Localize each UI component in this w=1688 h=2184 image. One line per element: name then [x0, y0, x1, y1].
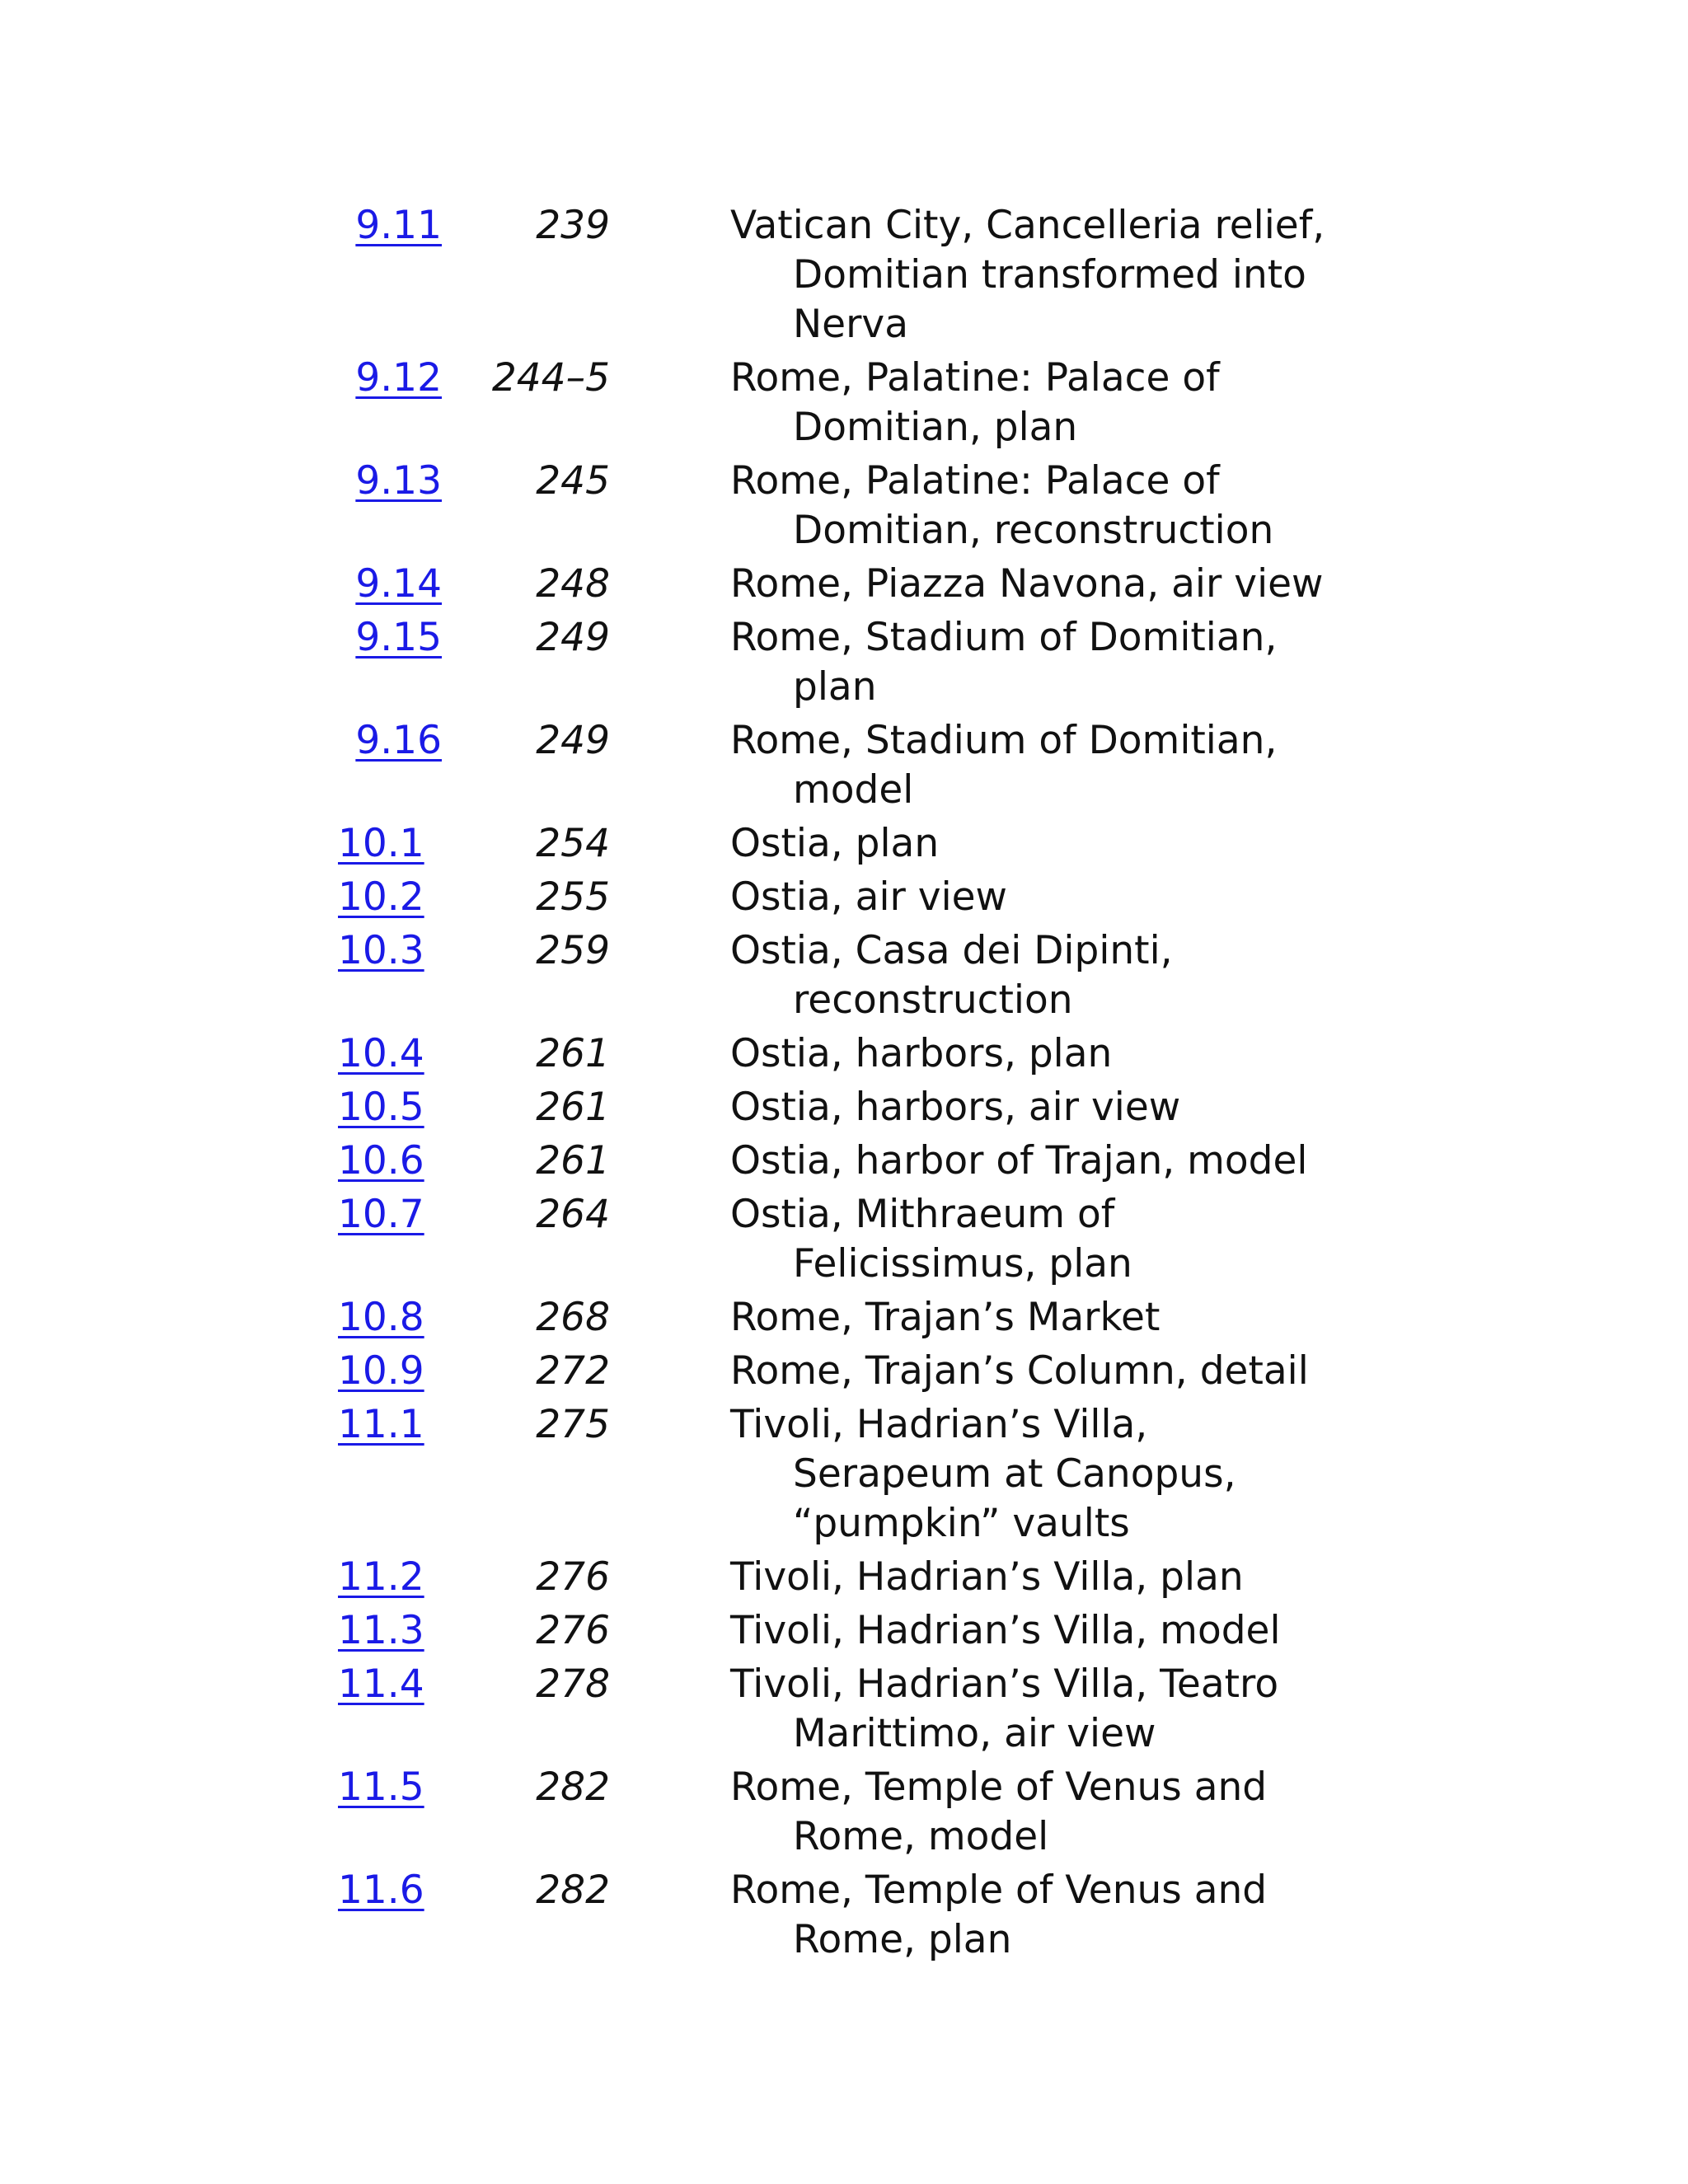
- description-line: Rome, Temple of Venus and: [730, 1765, 1268, 1810]
- page-number: 255: [536, 874, 610, 920]
- figure-entry: [0, 354, 1688, 457]
- figure-description: [730, 1660, 1502, 1759]
- figure-number-link[interactable]: 9.15: [355, 615, 442, 660]
- description-line: Tivoli, Hadrian’s Villa, model: [730, 1608, 1281, 1653]
- page-number: 261: [536, 1138, 610, 1183]
- figure-number-link[interactable]: 10.9: [338, 1348, 424, 1394]
- description-line: Ostia, harbor of Trajan, model: [730, 1138, 1308, 1183]
- figure-entry: [0, 1400, 1688, 1553]
- description-line: Tivoli, Hadrian’s Villa,: [730, 1402, 1148, 1447]
- figure-description: [730, 873, 1502, 922]
- figure-description: [730, 1293, 1502, 1343]
- figure-number-link[interactable]: 10.6: [338, 1138, 424, 1183]
- figure-description: [730, 354, 1502, 452]
- page-number: 276: [536, 1554, 610, 1600]
- figure-number-link[interactable]: 11.6: [338, 1868, 424, 1913]
- figure-number-link[interactable]: 10.4: [338, 1031, 424, 1076]
- page-number: 249: [536, 615, 610, 660]
- page-number: 282: [536, 1868, 610, 1913]
- figure-entry: [0, 819, 1688, 873]
- page-number: 268: [536, 1295, 610, 1340]
- page-number: 245: [536, 458, 610, 504]
- description-line: Rome, Trajan’s Column, detail: [730, 1348, 1309, 1394]
- figure-description: [730, 1190, 1502, 1289]
- figure-description: [730, 613, 1502, 712]
- figure-entry: [0, 560, 1688, 613]
- figure-entry: [0, 926, 1688, 1029]
- figure-entry: [0, 1660, 1688, 1763]
- figure-number-link[interactable]: 11.2: [338, 1554, 424, 1600]
- figure-entry: [0, 873, 1688, 926]
- description-line: plan: [793, 664, 877, 710]
- figure-entry: [0, 201, 1688, 354]
- description-line: Rome, Trajan’s Market: [730, 1295, 1160, 1340]
- figure-description: [730, 926, 1502, 1025]
- description-line: Ostia, air view: [730, 874, 1007, 920]
- figure-description: [730, 1866, 1502, 1965]
- description-line: Serapeum at Canopus,: [793, 1451, 1236, 1497]
- description-line: Rome, plan: [793, 1917, 1012, 1962]
- description-line: model: [793, 767, 914, 813]
- figure-entry: [0, 1293, 1688, 1347]
- figure-description: [730, 1137, 1502, 1186]
- description-line: Tivoli, Hadrian’s Villa, plan: [730, 1554, 1244, 1600]
- page-number: 249: [536, 718, 610, 763]
- description-line: Rome, Palatine: Palace of: [730, 458, 1220, 504]
- description-line: Ostia, plan: [730, 821, 940, 866]
- description-line: Nerva: [793, 302, 909, 347]
- description-line: Marittimo, air view: [793, 1711, 1156, 1756]
- description-line: Domitian, plan: [793, 405, 1078, 450]
- figure-description: [730, 1347, 1502, 1396]
- page-number: 282: [536, 1765, 610, 1810]
- figure-entry: [0, 1029, 1688, 1083]
- figure-number-link[interactable]: 10.2: [338, 874, 424, 920]
- description-line: “pumpkin” vaults: [793, 1501, 1130, 1546]
- description-line: Ostia, Mithraeum of: [730, 1192, 1115, 1237]
- page-number: 244–5: [491, 355, 610, 401]
- description-line: Ostia, harbors, plan: [730, 1031, 1113, 1076]
- description-line: Felicissimus, plan: [793, 1241, 1132, 1286]
- figure-description: [730, 1400, 1502, 1549]
- figure-description: [730, 1763, 1502, 1862]
- page-number: 254: [536, 821, 610, 866]
- figure-description: [730, 457, 1502, 555]
- description-line: Rome, model: [793, 1814, 1049, 1859]
- page-number: 239: [536, 203, 610, 248]
- figure-entry: [0, 457, 1688, 560]
- figure-number-link[interactable]: 11.1: [338, 1402, 424, 1447]
- description-line: Ostia, harbors, air view: [730, 1085, 1181, 1130]
- figure-number-link[interactable]: 10.1: [338, 821, 424, 866]
- figure-entry: [0, 1553, 1688, 1606]
- figure-number-link[interactable]: 9.12: [355, 355, 442, 401]
- figure-list: [0, 201, 1688, 1969]
- figure-entry: [0, 716, 1688, 819]
- page-number: 264: [536, 1192, 610, 1237]
- description-line: Ostia, Casa dei Dipinti,: [730, 928, 1173, 973]
- description-line: Vatican City, Cancelleria relief,: [730, 203, 1325, 248]
- figure-entry: [0, 1190, 1688, 1293]
- figure-number-link[interactable]: 11.3: [338, 1608, 424, 1653]
- figure-description: [730, 1083, 1502, 1132]
- page-number: 276: [536, 1608, 610, 1653]
- page-number: 261: [536, 1031, 610, 1076]
- page-number: 272: [536, 1348, 610, 1394]
- figure-entry: [0, 613, 1688, 716]
- description-line: Rome, Stadium of Domitian,: [730, 615, 1278, 660]
- figure-entry: [0, 1347, 1688, 1400]
- figure-entry: [0, 1763, 1688, 1866]
- figure-number-link[interactable]: 9.14: [355, 561, 442, 607]
- page-number: 278: [536, 1661, 610, 1707]
- figure-number-link[interactable]: 10.8: [338, 1295, 424, 1340]
- description-line: Rome, Piazza Navona, air view: [730, 561, 1324, 607]
- figure-number-link[interactable]: 10.3: [338, 928, 424, 973]
- description-line: reconstruction: [793, 977, 1073, 1023]
- description-line: Rome, Palatine: Palace of: [730, 355, 1220, 401]
- figure-number-link[interactable]: 9.16: [355, 718, 442, 763]
- figure-description: [730, 1606, 1502, 1656]
- page-number: 261: [536, 1085, 610, 1130]
- figure-number-link[interactable]: 9.11: [355, 203, 442, 248]
- figure-description: [730, 1553, 1502, 1602]
- description-line: Rome, Temple of Venus and: [730, 1868, 1268, 1913]
- figure-description: [730, 819, 1502, 869]
- page-number: 275: [536, 1402, 610, 1447]
- figure-number-link[interactable]: 10.7: [338, 1192, 424, 1237]
- description-line: Domitian transformed into: [793, 252, 1306, 298]
- description-line: Rome, Stadium of Domitian,: [730, 718, 1278, 763]
- page-number: 259: [536, 928, 610, 973]
- figure-description: [730, 716, 1502, 815]
- page-number: 248: [536, 561, 610, 607]
- figure-number-link[interactable]: 10.5: [338, 1085, 424, 1130]
- figure-entry: [0, 1606, 1688, 1660]
- figure-entry: [0, 1083, 1688, 1137]
- figure-number-link[interactable]: 11.4: [338, 1661, 424, 1707]
- description-line: Tivoli, Hadrian’s Villa, Teatro: [730, 1661, 1279, 1707]
- figure-description: [730, 560, 1502, 609]
- figure-description: [730, 201, 1502, 349]
- figure-number-link[interactable]: 11.5: [338, 1765, 424, 1810]
- figure-entry: [0, 1137, 1688, 1190]
- figure-entry: [0, 1866, 1688, 1969]
- description-line: Domitian, reconstruction: [793, 508, 1274, 553]
- figure-number-link[interactable]: 9.13: [355, 458, 442, 504]
- figure-description: [730, 1029, 1502, 1079]
